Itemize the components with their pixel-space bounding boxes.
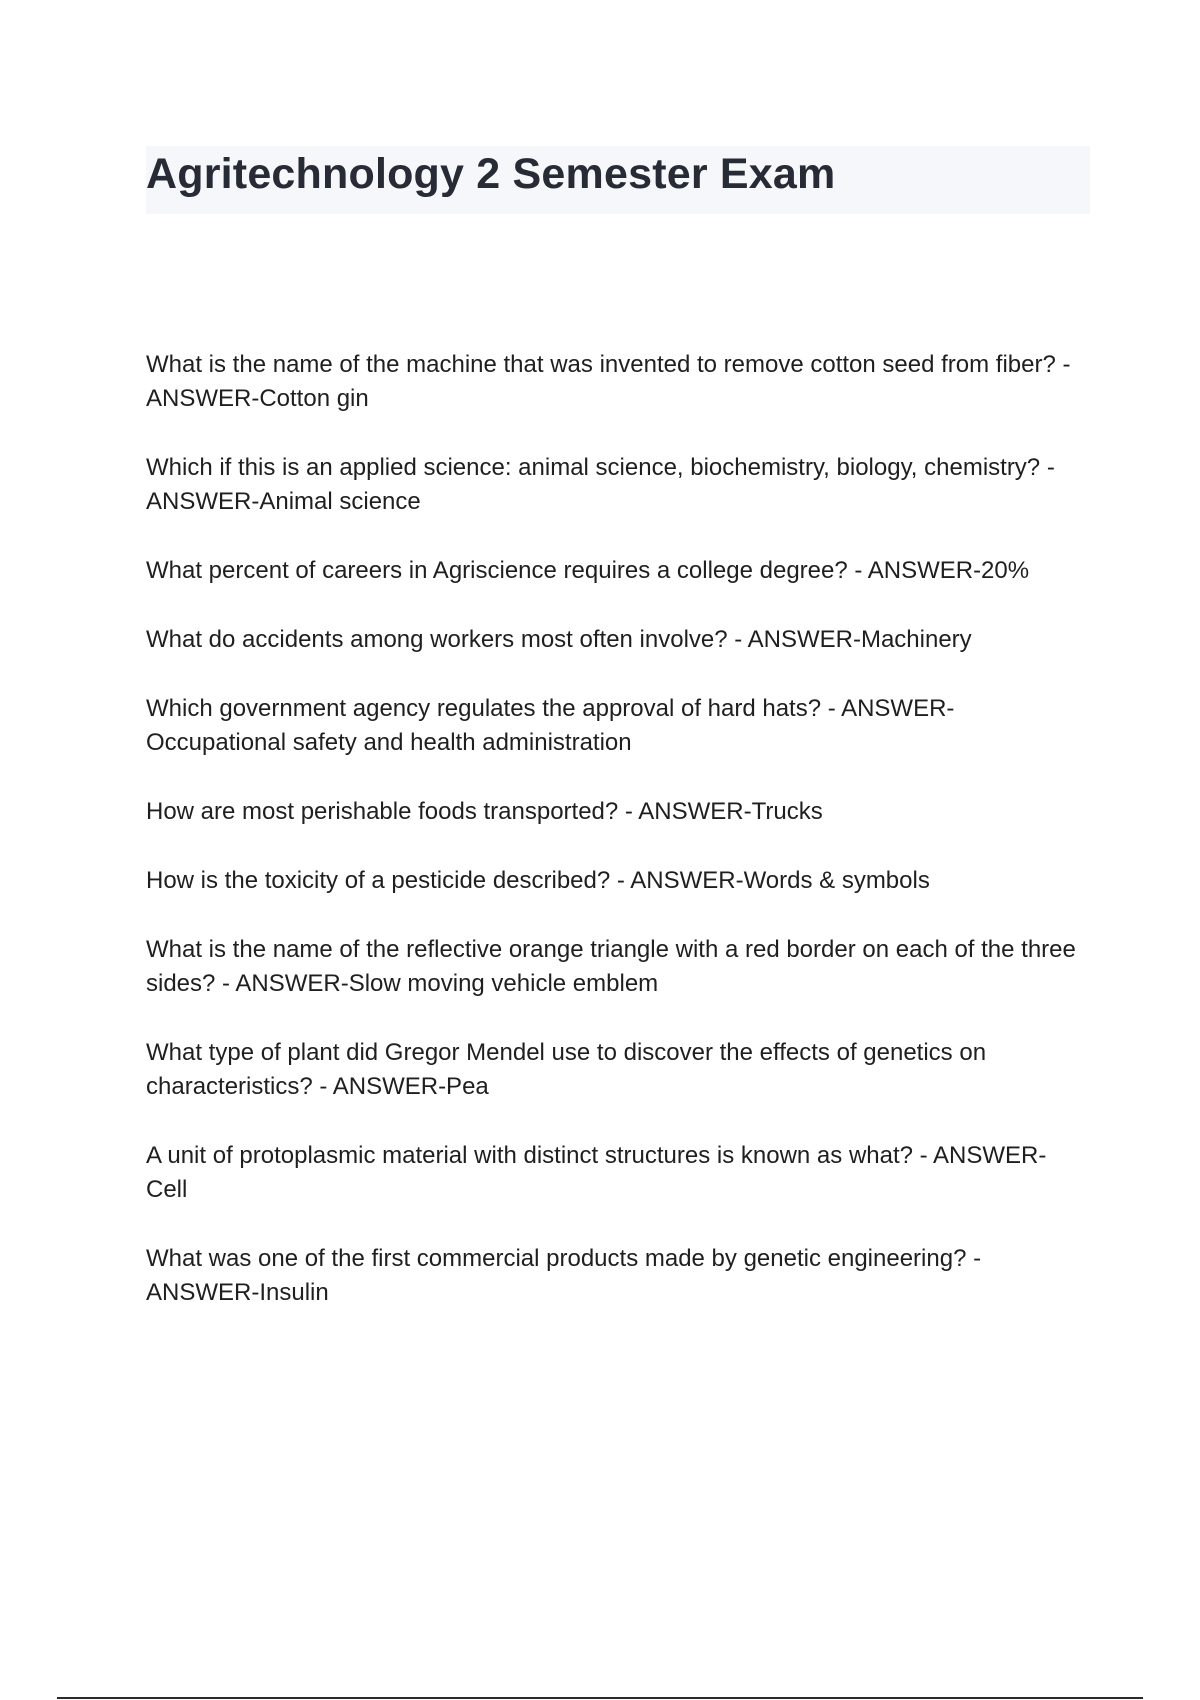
qa-item: A unit of protoplasmic material with distinct structures is known as what? - ANSWER-Cell xyxy=(146,1142,1047,1203)
qa-item: What is the name of the machine that was invented to remove cotton seed from fiber? - ANSWER-Cotton gin xyxy=(146,351,1071,412)
page-title: Agritechnology 2 Semester Exam xyxy=(146,150,836,198)
question-answer-list xyxy=(146,348,1076,1345)
footer-divider xyxy=(57,1697,1143,1699)
qa-item: How are most perishable foods transported? - ANSWER-Trucks xyxy=(146,798,823,825)
qa-item: What percent of careers in Agriscience requires a college degree? - ANSWER-20% xyxy=(146,557,1030,584)
qa-item: Which if this is an applied science: animal science, biochemistry, biology, chemistry? - ANSWER-Animal science xyxy=(146,454,1055,515)
qa-item: What is the name of the reflective orange triangle with a red border on each of the three sides? - ANSWER-Slow moving vehicle emblem xyxy=(146,936,1076,997)
title-banner xyxy=(146,146,1090,214)
qa-item: What was one of the first commercial products made by genetic engineering? - ANSWER-Insulin xyxy=(146,1245,982,1306)
qa-item: How is the toxicity of a pesticide described? - ANSWER-Words & symbols xyxy=(146,867,930,894)
qa-item: What type of plant did Gregor Mendel use to discover the effects of genetics on characteristics? - ANSWER-Pea xyxy=(146,1039,987,1100)
qa-item: Which government agency regulates the approval of hard hats? - ANSWER-Occupational safety and health administration xyxy=(146,695,955,756)
qa-item: What do accidents among workers most often involve? - ANSWER-Machinery xyxy=(146,626,972,653)
